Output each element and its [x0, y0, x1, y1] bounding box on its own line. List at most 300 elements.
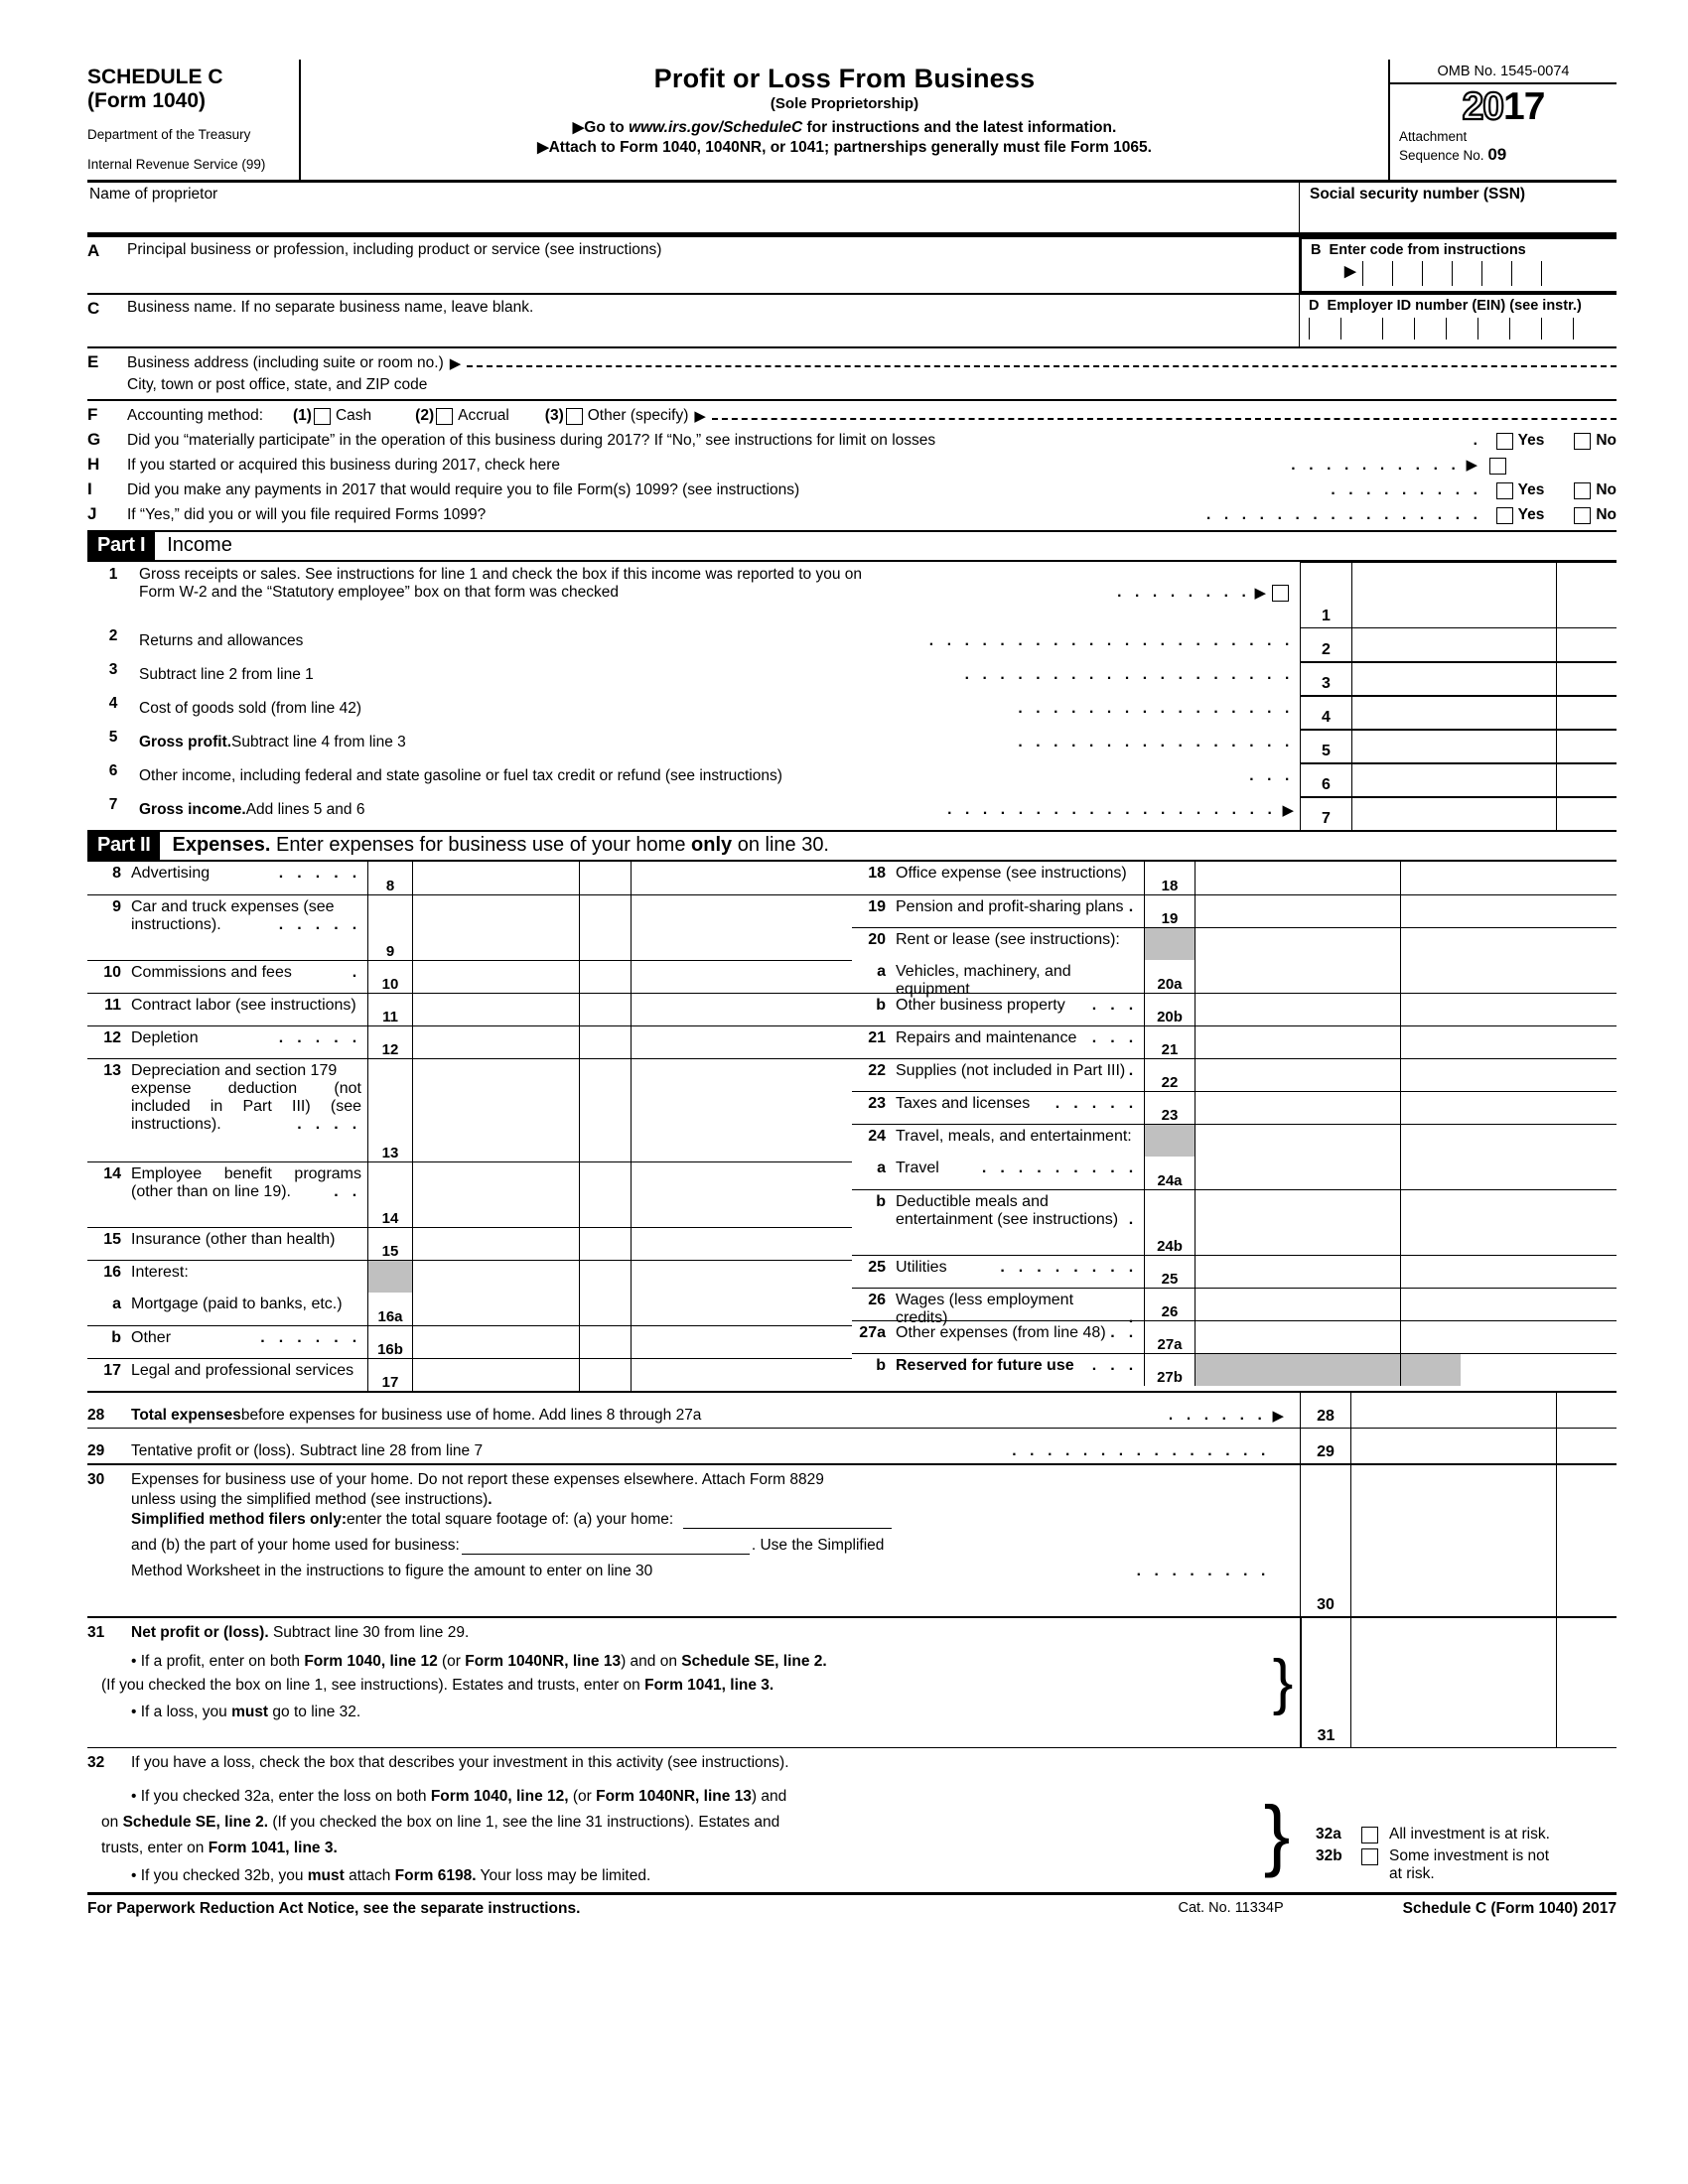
ein-field[interactable] — [1300, 295, 1617, 346]
goto-prefix: Go to — [584, 119, 630, 136]
line-30-partb-rest: . Use the Simplified — [751, 1536, 885, 1554]
business-code-cells[interactable] — [1344, 261, 1617, 286]
expense-cents-24a[interactable] — [1401, 1157, 1461, 1189]
business-code-label: Enter code from instructions — [1329, 241, 1526, 258]
g-no-label: No — [1596, 431, 1617, 449]
ein-label: Employer ID number (EIN) (see instr.) — [1327, 297, 1582, 314]
expense-num-16b: b — [111, 1328, 121, 1346]
line-4-dots: . . . . . . . . . . . . . . . . — [1018, 699, 1294, 717]
line-1-number: 1 — [108, 565, 118, 583]
all-investment-at-risk-checkbox[interactable] — [1361, 1827, 1378, 1843]
expense-num-13: 13 — [103, 1061, 121, 1079]
statutory-employee-checkbox[interactable] — [1272, 585, 1289, 602]
line-30-text-a: Expenses for business use of your home. Do not report these expenses elsewhere. Attach Form 8829 — [131, 1470, 824, 1488]
part-1-banner — [87, 530, 1617, 562]
line-6-text: Other income, including federal and state gasoline or fuel tax credit or refund (see instructions) — [139, 766, 782, 784]
expense-input-11[interactable] — [413, 994, 580, 1025]
g-yes-checkbox[interactable] — [1496, 433, 1513, 450]
line-29-cents[interactable] — [1557, 1429, 1617, 1463]
line-30-dots: . . . . . . . . — [1136, 1562, 1270, 1579]
line-32-brace: } — [1263, 1790, 1291, 1879]
expense-cents-27b-shaded — [1401, 1354, 1461, 1386]
expense-cents-22[interactable] — [1401, 1059, 1461, 1091]
line-31-bullet-1: • If a profit, enter on both Form 1040, line 12 (or Form 1040NR, line 13) and on Schedule SE, line 2. — [131, 1652, 827, 1670]
line-30-number: 30 — [87, 1470, 105, 1488]
line-32-number: 32 — [87, 1753, 105, 1771]
expense-row-16b — [87, 1325, 852, 1358]
expense-input-20[interactable] — [1196, 928, 1401, 960]
expense-input-21[interactable] — [1196, 1026, 1401, 1058]
line-32-text: If you have a loss, check the box that describes your investment in this activity (see instructions). — [131, 1753, 789, 1771]
code-cell[interactable] — [1481, 261, 1511, 286]
sequence-label: Sequence No. — [1399, 147, 1484, 163]
row-c-d — [87, 293, 1617, 346]
expense-box-no-12: 12 — [367, 1026, 413, 1058]
expense-box-no-16a: 16a — [367, 1293, 413, 1325]
expense-row-24a — [852, 1157, 1617, 1189]
expense-num-16a: a — [112, 1295, 121, 1312]
expense-box-no-22: 22 — [1144, 1059, 1196, 1091]
expense-num-10: 10 — [103, 963, 121, 981]
expense-input-17[interactable] — [413, 1359, 580, 1391]
cents-input-7[interactable] — [1557, 798, 1617, 830]
expense-cents-20a[interactable] — [1401, 960, 1461, 993]
cents-input-4[interactable] — [1557, 697, 1617, 729]
expense-cents-10[interactable] — [580, 961, 632, 993]
line-5-text-bold: Gross profit. — [139, 733, 232, 751]
department-line2: Internal Revenue Service (99) — [87, 157, 266, 173]
accounting-opt3-num: (3) — [544, 406, 564, 424]
expense-num-20a: a — [877, 962, 886, 980]
line-1-text-b: Form W-2 and the “Statutory employee” box on that form was checked — [139, 583, 620, 601]
checkbox-32b-text: Some investment is not — [1389, 1846, 1550, 1864]
expense-box-no-24b: 24b — [1144, 1190, 1196, 1255]
ein-cell[interactable] — [1446, 318, 1477, 340]
expense-num-22: 22 — [868, 1061, 886, 1079]
expense-input-24[interactable] — [1196, 1125, 1401, 1157]
header-right — [1388, 60, 1617, 180]
department-line1: Department of the Treasury — [87, 127, 251, 143]
amount-input-3[interactable] — [1352, 663, 1557, 695]
material-participation-label: Did you “materially participate” in the operation of this business during 2017? If “No,” see instructions for limit on losses — [127, 431, 936, 449]
letter-b: B — [1311, 241, 1322, 258]
expense-dots-8: . . . . . — [278, 864, 361, 882]
g-yes-label: Yes — [1517, 431, 1545, 449]
line-7-text: Add lines 5 and 6 — [245, 800, 365, 818]
amount-input-7[interactable] — [1352, 798, 1557, 830]
ein-cell[interactable] — [1477, 318, 1509, 340]
expense-dots-19: . — [1128, 897, 1138, 915]
accounting-opt2-num: (2) — [415, 406, 435, 424]
line-3-dots: . . . . . . . . . . . . . . . . . . . — [964, 665, 1294, 683]
amount-no-1: 1 — [1301, 563, 1352, 627]
expense-cents-27a[interactable] — [1401, 1321, 1461, 1353]
amount-input-5[interactable] — [1352, 731, 1557, 762]
expense-input-25[interactable] — [1196, 1256, 1401, 1288]
code-cell[interactable] — [1541, 261, 1571, 286]
expense-num-24: 24 — [868, 1127, 886, 1145]
part-1-grid — [87, 562, 1617, 830]
i-yes-label: Yes — [1517, 480, 1545, 498]
amount-row-2 — [1301, 627, 1617, 661]
expense-input-8[interactable] — [413, 862, 580, 894]
expense-label-13a: Depreciation and section 179 — [131, 1061, 338, 1079]
expense-label-24b-b: entertainment (see instructions) — [896, 1210, 1119, 1228]
cents-input-6[interactable] — [1557, 764, 1617, 796]
amount-input-1[interactable] — [1352, 563, 1557, 627]
line-30-business-sqft-input[interactable] — [462, 1540, 750, 1555]
h-checkbox[interactable] — [1489, 458, 1506, 475]
expense-input-24a[interactable] — [1196, 1157, 1401, 1189]
expense-num-26: 26 — [868, 1291, 886, 1308]
expense-cents-8[interactable] — [580, 862, 632, 894]
expense-label-26: Wages (less employment credits) — [896, 1291, 1074, 1326]
ssn-field[interactable] — [1300, 183, 1617, 232]
expense-input-16a[interactable] — [413, 1293, 580, 1325]
expense-cents-17[interactable] — [580, 1359, 632, 1391]
expense-cents-20b[interactable] — [1401, 994, 1461, 1025]
paperwork-notice: For Paperwork Reduction Act Notice, see the separate instructions. — [87, 1899, 581, 1917]
catalog-number: Cat. No. 11334P — [1178, 1899, 1284, 1916]
expense-cents-25[interactable] — [1401, 1256, 1461, 1288]
j-no-checkbox[interactable] — [1574, 507, 1591, 524]
expense-dots-16b: . . . . . . — [260, 1328, 361, 1346]
line-28-input[interactable] — [1351, 1393, 1557, 1428]
line-31-bold: Net profit or (loss). — [131, 1623, 269, 1641]
cents-input-3[interactable] — [1557, 663, 1617, 695]
expense-box-no-24-shaded — [1144, 1125, 1196, 1157]
expense-label-27b: Reserved for future use — [896, 1356, 1074, 1374]
expense-input-22[interactable] — [1196, 1059, 1401, 1091]
line-30-input[interactable] — [1351, 1465, 1557, 1616]
line-6-dots: . . . — [1249, 766, 1294, 784]
ein-cell[interactable] — [1309, 318, 1340, 340]
i-no-label: No — [1596, 480, 1617, 498]
row-j — [87, 499, 1617, 530]
expense-row-22 — [852, 1058, 1617, 1091]
ein-cells[interactable] — [1309, 318, 1617, 340]
attachment-label: Attachment — [1399, 129, 1468, 144]
schedule-name-line1: SCHEDULE C — [87, 66, 223, 88]
expense-label-18: Office expense (see instructions) — [896, 864, 1127, 882]
line-7-text-bold: Gross income. — [139, 800, 246, 818]
expense-cents-16a[interactable] — [580, 1293, 632, 1325]
expense-row-27b — [852, 1353, 1617, 1386]
expense-row-14 — [87, 1161, 852, 1227]
expense-input-20a[interactable] — [1196, 960, 1401, 993]
expense-cents-26[interactable] — [1401, 1289, 1461, 1320]
expense-cents-12[interactable] — [580, 1026, 632, 1058]
i-no-checkbox[interactable] — [1574, 482, 1591, 499]
line-29-input[interactable] — [1351, 1429, 1557, 1463]
amount-input-6[interactable] — [1352, 764, 1557, 796]
right-triangle-icon-2: ▶ — [537, 139, 549, 156]
expense-input-23[interactable] — [1196, 1092, 1401, 1124]
i-yes-checkbox[interactable] — [1496, 482, 1513, 499]
right-triangle-icon-line7: ▶ — [1282, 801, 1294, 819]
line-5-dots: . . . . . . . . . . . . . . . . — [1018, 733, 1294, 751]
goto-url[interactable]: www.irs.gov/ScheduleC — [629, 119, 803, 136]
expense-label-16b: Other — [131, 1328, 172, 1346]
ein-cell[interactable] — [1382, 318, 1414, 340]
expense-input-24b[interactable] — [1196, 1190, 1401, 1255]
business-code-box[interactable] — [1300, 237, 1617, 293]
expense-cents-23[interactable] — [1401, 1092, 1461, 1124]
line-2-number: 2 — [108, 626, 118, 644]
ein-cell[interactable] — [1541, 318, 1573, 340]
expense-dots-27b: . . . — [1091, 1356, 1138, 1374]
expense-row-25 — [852, 1255, 1617, 1288]
expense-label-13c: included in Part III) (see — [131, 1097, 361, 1115]
line-30-text-b-period: . — [488, 1490, 492, 1508]
expense-input-14[interactable] — [413, 1162, 580, 1227]
ein-cell[interactable] — [1340, 318, 1372, 340]
expense-input-16[interactable] — [413, 1261, 580, 1293]
line-29-dots: . . . . . . . . . . . . . . . — [1012, 1441, 1270, 1459]
goto-instructions-line — [309, 119, 1380, 137]
part-2-title-only: only — [691, 833, 733, 856]
goto-suffix: for instructions and the latest information. — [802, 119, 1117, 136]
expense-label-19: Pension and profit-sharing plans — [896, 897, 1124, 915]
ein-cell[interactable] — [1414, 318, 1446, 340]
checkbox-32a-text: All investment is at risk. — [1389, 1825, 1550, 1843]
j-no-label: No — [1596, 505, 1617, 523]
expense-cents-20[interactable] — [1401, 928, 1461, 960]
line-2-text: Returns and allowances — [139, 631, 304, 649]
accounting-accrual-checkbox[interactable] — [436, 408, 453, 425]
checkbox-32b-row — [1316, 1847, 1617, 1883]
line-7-dots: . . . . . . . . . . . . . . . . . . . — [947, 800, 1277, 818]
line-28-dots: . . . . . . — [1168, 1406, 1267, 1424]
expense-num-17: 17 — [103, 1361, 121, 1379]
expense-label-24: Travel, meals, and entertainment: — [896, 1127, 1132, 1145]
expense-dots-20b: . . . — [1091, 996, 1138, 1014]
expense-box-no-10: 10 — [367, 961, 413, 993]
expense-num-9: 9 — [112, 897, 121, 915]
line-28-box-no: 28 — [1300, 1393, 1351, 1428]
leader-dots-j: . . . . . . . . . . . . . . . . — [1205, 505, 1482, 523]
expense-input-15[interactable] — [413, 1228, 580, 1260]
line-31-input[interactable] — [1351, 1618, 1557, 1747]
expense-input-27a[interactable] — [1196, 1321, 1401, 1353]
j-yes-label: Yes — [1517, 505, 1545, 523]
j-yes-checkbox[interactable] — [1496, 507, 1513, 524]
expense-cents-11[interactable] — [580, 994, 632, 1025]
code-cell[interactable] — [1422, 261, 1452, 286]
letter-d: D — [1309, 297, 1320, 314]
amount-input-2[interactable] — [1352, 628, 1557, 661]
expense-label-24b-a: Deductible meals and — [896, 1192, 1049, 1210]
line-32-bullet-2: • If you checked 32b, you must attach Form 6198. Your loss may be limited. — [131, 1866, 651, 1884]
name-ssn-row — [87, 183, 1617, 235]
expense-cents-24[interactable] — [1401, 1125, 1461, 1157]
line-4-text: Cost of goods sold (from line 42) — [139, 699, 361, 717]
code-cell[interactable] — [1452, 261, 1481, 286]
line-31-cents[interactable] — [1557, 1618, 1617, 1747]
line-30-partb-label: and (b) the part of your home used for business: — [131, 1536, 460, 1554]
expense-box-no-25: 25 — [1144, 1256, 1196, 1288]
expense-box-no-23: 23 — [1144, 1092, 1196, 1124]
code-cell[interactable] — [1392, 261, 1422, 286]
cents-input-5[interactable] — [1557, 731, 1617, 762]
row-e-address — [87, 346, 1617, 399]
line-31-bullet-1b: (If you checked the box on line 1, see instructions). Estates and trusts, enter on Form 1041, line 3. — [101, 1676, 774, 1694]
expense-dots-13: . . . . — [297, 1115, 361, 1133]
letter-h: H — [87, 454, 100, 474]
line-28-row — [87, 1393, 1617, 1428]
amount-row-3 — [1301, 661, 1617, 695]
expense-row-23 — [852, 1091, 1617, 1124]
form-header — [87, 60, 1617, 183]
expense-label-21: Repairs and maintenance — [896, 1028, 1077, 1046]
expense-box-no-26: 26 — [1144, 1289, 1196, 1320]
expense-num-15: 15 — [103, 1230, 121, 1248]
line-3-description — [87, 661, 1300, 695]
part-1-descriptions — [87, 562, 1300, 830]
expense-label-15: Insurance (other than health) — [131, 1230, 336, 1248]
expense-dots-23: . . . . . — [1055, 1094, 1138, 1112]
name-of-proprietor-field[interactable] — [87, 183, 1299, 232]
row-h — [87, 450, 1617, 475]
expense-cents-13[interactable] — [580, 1059, 632, 1161]
expense-input-9[interactable] — [413, 895, 580, 960]
expense-cents-9[interactable] — [580, 895, 632, 960]
amount-row-4 — [1301, 695, 1617, 729]
expense-cents-19[interactable] — [1401, 895, 1461, 927]
amount-row-5 — [1301, 729, 1617, 762]
line-28-cents[interactable] — [1557, 1393, 1617, 1428]
amount-input-4[interactable] — [1352, 697, 1557, 729]
line-30-cents[interactable] — [1557, 1465, 1617, 1616]
expense-label-20a: Vehicles, machinery, and equipment — [896, 962, 1071, 998]
expense-label-11: Contract labor (see instructions) — [131, 996, 356, 1014]
expense-box-no-24a: 24a — [1144, 1157, 1196, 1189]
expense-row-20b — [852, 993, 1617, 1025]
expense-cents-18[interactable] — [1401, 862, 1461, 894]
line-30-home-sqft-input[interactable] — [683, 1514, 892, 1529]
expense-label-14b: (other than on line 19). — [131, 1182, 291, 1200]
part-1-tag: Part I — [87, 532, 155, 560]
accounting-opt2-label: Accrual — [458, 406, 509, 424]
business-name-field[interactable] — [87, 295, 1300, 346]
expense-cents-14[interactable] — [580, 1162, 632, 1227]
expense-input-26[interactable] — [1196, 1289, 1401, 1320]
line-31-rest: Subtract line 30 from line 29. — [268, 1623, 470, 1641]
expense-row-27a — [852, 1320, 1617, 1353]
line-31-bullet-2: • If a loss, you must go to line 32. — [131, 1703, 361, 1720]
expense-box-no-20a: 20a — [1144, 960, 1196, 993]
expense-input-18[interactable] — [1196, 862, 1401, 894]
right-triangle-icon: ▶ — [572, 119, 585, 136]
amount-row-1 — [1301, 562, 1617, 627]
g-no-checkbox[interactable] — [1574, 433, 1591, 450]
expense-cents-21[interactable] — [1401, 1026, 1461, 1058]
expense-num-27a: 27a — [859, 1323, 886, 1341]
expense-row-26 — [852, 1288, 1617, 1326]
schedule-name-line2: (Form 1040) — [87, 89, 207, 113]
line-30-simplified-bold: Simplified method filers only: — [131, 1510, 348, 1528]
expense-input-19[interactable] — [1196, 895, 1401, 927]
principal-business-field[interactable] — [87, 237, 1300, 293]
line-29-box-no: 29 — [1300, 1429, 1351, 1463]
ein-cell[interactable] — [1573, 318, 1605, 340]
row-a-b — [87, 235, 1617, 293]
ein-cell[interactable] — [1509, 318, 1541, 340]
cents-input-1[interactable] — [1557, 563, 1617, 627]
expense-dots-14: . . — [334, 1182, 361, 1200]
line-30-text-b: unless using the simplified method (see instructions) — [131, 1490, 489, 1508]
expense-cents-16[interactable] — [580, 1261, 632, 1293]
expense-input-12[interactable] — [413, 1026, 580, 1058]
expense-label-25: Utilities — [896, 1258, 947, 1276]
expense-row-13 — [87, 1058, 852, 1161]
line-4-number: 4 — [108, 694, 118, 712]
expense-dots-25: . . . . . . . . — [1000, 1258, 1138, 1276]
ssn-label: Social security number (SSN) — [1310, 185, 1526, 203]
cents-input-2[interactable] — [1557, 628, 1617, 661]
expense-row-15 — [87, 1227, 852, 1260]
expense-cents-16b[interactable] — [580, 1326, 632, 1358]
city-state-zip-label: City, town or post office, state, and ZIP code — [127, 375, 428, 393]
expense-box-no-20b: 20b — [1144, 994, 1196, 1025]
part-2-tag: Part II — [87, 832, 160, 860]
expense-dots-9: . . . . . — [278, 915, 361, 933]
header-center — [301, 60, 1388, 180]
expense-label-22: Supplies (not included in Part III) — [896, 1061, 1126, 1079]
expense-label-20: Rent or lease (see instructions): — [896, 930, 1120, 948]
form-identifier: Schedule C (Form 1040) 2017 — [1402, 1899, 1617, 1917]
letter-g: G — [87, 429, 101, 449]
line-6-number: 6 — [108, 761, 118, 779]
expense-box-no-9: 9 — [367, 895, 413, 960]
line-5-number: 5 — [108, 728, 118, 746]
line-5-text: Subtract line 4 from line 3 — [231, 733, 406, 751]
expense-input-16b[interactable] — [413, 1326, 580, 1358]
line-1-dots: . . . . . . . . — [1117, 583, 1251, 601]
code-cell[interactable] — [1511, 261, 1541, 286]
expense-input-20b[interactable] — [1196, 994, 1401, 1025]
expense-num-27b: b — [876, 1356, 886, 1374]
expense-input-13[interactable] — [413, 1059, 580, 1161]
header-left — [87, 60, 301, 180]
right-triangle-icon-line1: ▶ — [1254, 584, 1266, 602]
accounting-opt1-num: (1) — [293, 406, 312, 424]
business-address-input[interactable] — [467, 365, 1617, 367]
letter-e: E — [87, 351, 99, 371]
expenses-right-column — [852, 862, 1617, 1391]
accounting-other-input[interactable] — [712, 418, 1617, 420]
expense-label-27a: Other expenses (from line 48) — [896, 1323, 1106, 1341]
line-3-number: 3 — [108, 660, 118, 678]
expense-num-19: 19 — [868, 897, 886, 915]
accounting-other-checkbox[interactable] — [566, 408, 583, 425]
expense-input-10[interactable] — [413, 961, 580, 993]
expense-cents-24b[interactable] — [1401, 1190, 1461, 1255]
code-cell[interactable] — [1362, 261, 1392, 286]
expense-cents-15[interactable] — [580, 1228, 632, 1260]
expense-dots-24b: . — [1128, 1210, 1138, 1228]
expense-num-24a: a — [877, 1159, 886, 1176]
accounting-cash-checkbox[interactable] — [314, 408, 331, 425]
tax-year — [1390, 84, 1617, 129]
line-1-description — [87, 562, 1300, 627]
accounting-opt1-label: Cash — [335, 406, 372, 424]
line-30-worksheet-text: Method Worksheet in the instructions to figure the amount to enter on line 30 — [131, 1562, 653, 1579]
line-7-number: 7 — [108, 795, 118, 813]
expense-num-24b: b — [876, 1192, 886, 1210]
some-investment-not-at-risk-checkbox[interactable] — [1361, 1848, 1378, 1865]
expense-row-12 — [87, 1025, 852, 1058]
